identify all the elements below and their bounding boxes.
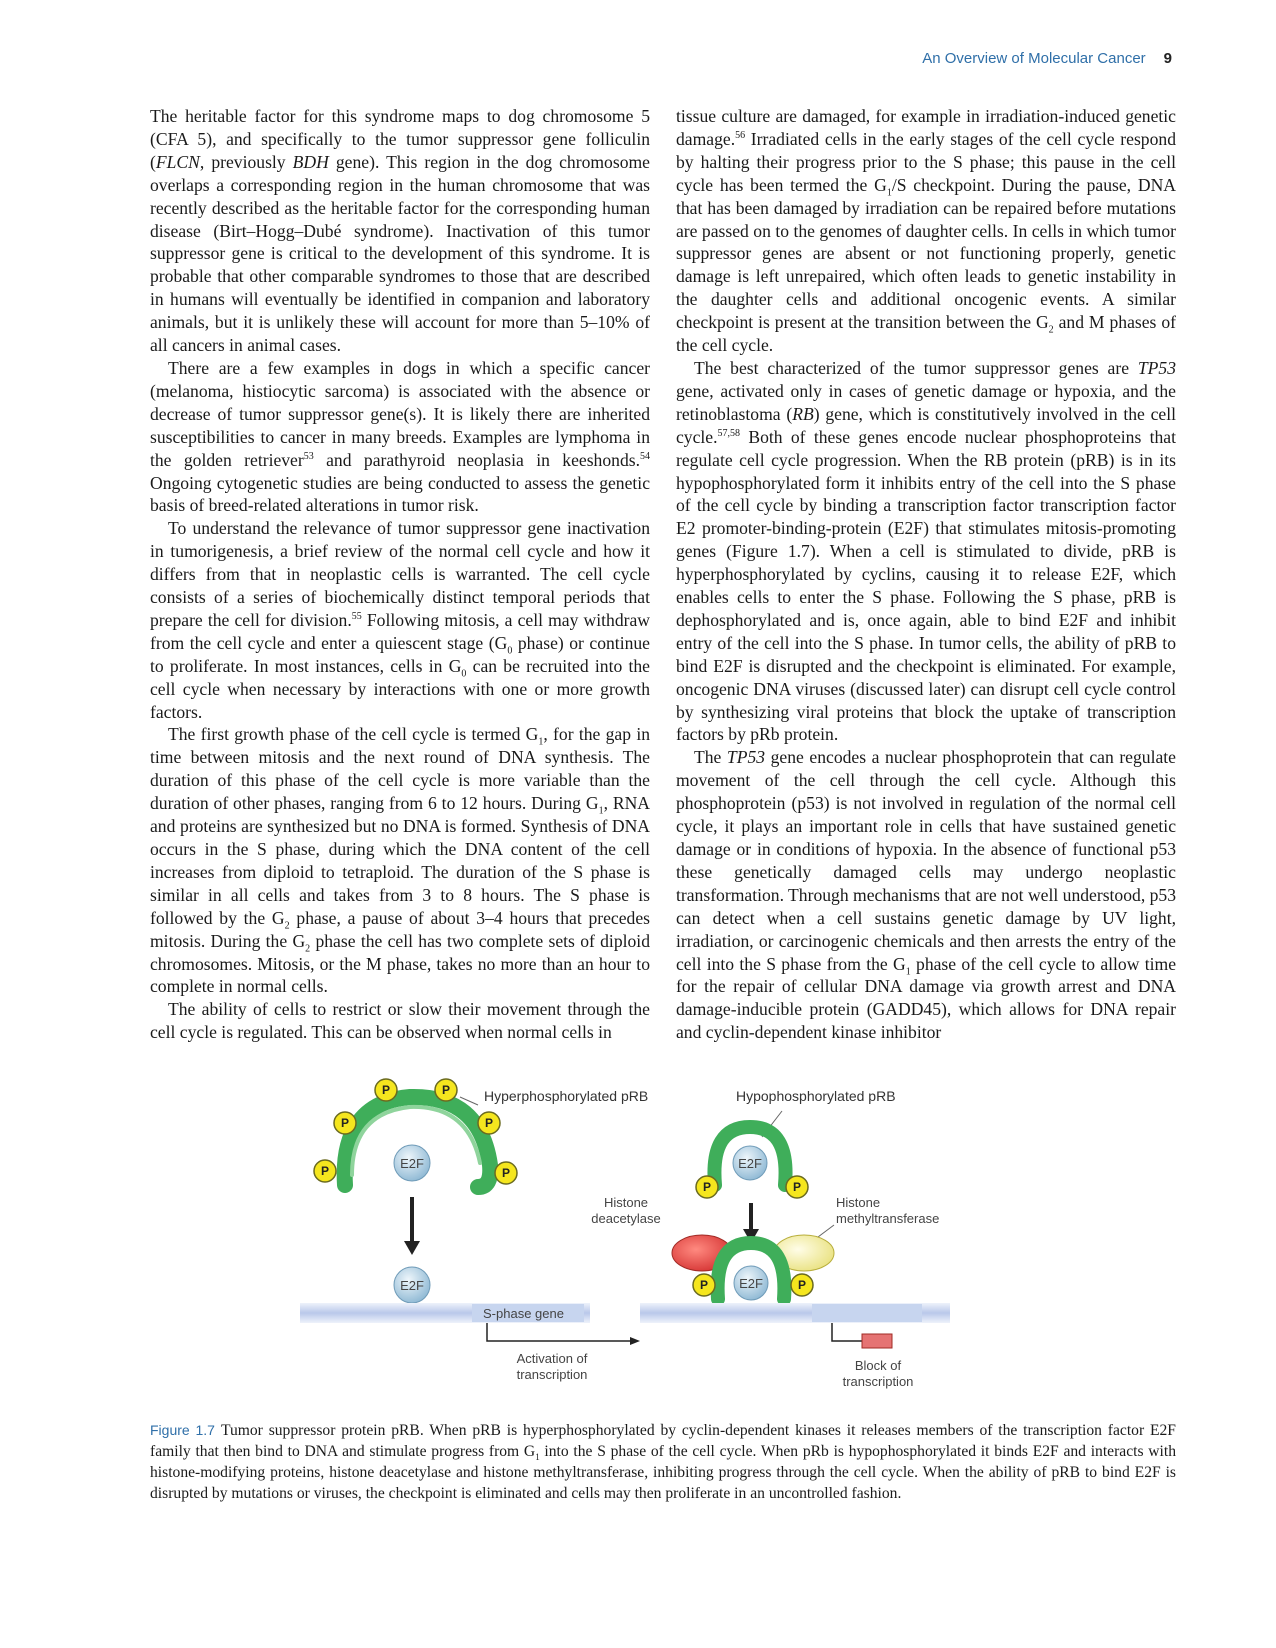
text-run: Ongoing cytogenetic studies are being conducted to assess the genetic basis of breed-related alterations in tumor risk. (150, 472, 650, 516)
sphase-gene-label: S-phase gene (483, 1306, 564, 1321)
block-label-2: transcription (842, 1374, 914, 1389)
phosphate-group (495, 1162, 517, 1184)
svg-text:P: P (381, 1083, 391, 1097)
svg-text:P: P (441, 1083, 451, 1097)
text-run: can be recruited into the cell cycle when necessary by interactions with one or more growth factors. (150, 655, 650, 722)
text-run: gene). This region in the dog chromosome overlaps a corresponding region in the human chromosome that was recently described as the heritable factor for the corresponding human disease (Birt–Hogg–Dubé syndrome). Inactivation of this tumor suppressor gene is critical to the development of this syndrome. It is probable that other comparable syndromes to those that are described in humans will eventually be identified in companion and laboratory animals, but it is unlikely these will account for more than 5–10% of all cancers in animal cases. (150, 151, 650, 356)
phosphate-group (791, 1274, 813, 1296)
prb-diagram (300, 1075, 1000, 1405)
svg-text:E2F: E2F (400, 1278, 424, 1293)
histone-methyltransferase-label-1: Histone (836, 1195, 881, 1210)
gene-name-italic: RB (792, 403, 814, 424)
subscript: 1 (886, 187, 892, 199)
phosphate-group (478, 1112, 500, 1134)
right-paragraph-2 (676, 357, 1176, 746)
left-column (150, 105, 650, 1044)
figure-caption (150, 1420, 1176, 1504)
subscript: 0 (461, 668, 467, 680)
caption-text: Tumor suppressor protein pRB. When pRB is hyperphosphorylated by cyclin-dependent kinases it releases members of the transcription factor E2F family that then bind to DNA and stimulate progress from G (150, 1422, 1176, 1460)
text-run: phase of the cell cycle to allow time for the repair of cellular DNA damage via growth arrest and DNA damage-inducible protein (GADD45), which allows for DNA repair and cyclin-dependent kinase inhibitor (676, 953, 1176, 1043)
histone-deacetylase-label-1: Histone (603, 1195, 649, 1210)
text-run: There are a few examples in dogs in which a specific cancer (melanoma, histiocytic sarcoma) is associated with the absence or decrease of tumor suppressor gene(s). It is likely there are inherited susceptibilities to cancer in many breeds. Examples are lymphoma in the golden retriever (150, 357, 650, 470)
histone-deacetylase-label-2: deacetylase (591, 1211, 661, 1226)
subscript: 1 (598, 805, 604, 817)
e2f-bound-dna (394, 1267, 430, 1303)
text-run: gene, activated only in cases of genetic damage or hypoxia, and the retinoblastoma ( (676, 380, 1176, 424)
text-run: Following mitosis, a cell may withdraw from the cell cycle and enter a quiescent stage (G (150, 609, 650, 653)
svg-text:P: P (702, 1180, 712, 1194)
svg-text:P: P (792, 1180, 802, 1194)
text-run: The (694, 747, 727, 768)
text-run: To understand the relevance of tumor suppressor gene inactivation in tumorigenesis, a brief review of the normal cell cycle and how it differs from that in neoplastic cells is warranted. The cell cycle consists of a series of biochemically distinct temporal periods that prepare the cell for division. (150, 518, 650, 630)
text-run: and M phases of the cell cycle. (676, 312, 1176, 356)
subscript: 2 (305, 943, 311, 955)
subscript: 0 (507, 645, 513, 657)
running-head (922, 50, 1172, 67)
right-paragraph-1 (676, 105, 1176, 357)
left-paragraph-1 (150, 105, 650, 357)
text-run: ) gene, which is constitutively involved in the cell cycle. (676, 403, 1176, 447)
svg-text:P: P (797, 1278, 807, 1292)
subscript: 1 (905, 966, 911, 978)
hyper-prb-label: Hyperphosphorylated pRB (484, 1088, 649, 1104)
hypo-prb-label: Hypophosphorylated pRB (736, 1088, 896, 1104)
svg-text:P: P (320, 1164, 330, 1178)
figure-label: Figure 1.7 (150, 1422, 215, 1438)
page-number: 9 (1163, 50, 1172, 67)
subscript: 1 (538, 736, 544, 748)
reference-superscript: 54 (640, 450, 650, 462)
phosphate-group (334, 1112, 356, 1134)
text-run: Both of these genes encode nuclear phosphoproteins that regulate cell cycle progression. When the RB protein (pRB) is in its hypophosphorylated form it inhibits entry of the cell into the S phase of the cell cycle by binding a transcription factor transcription factor E2 promoter-binding-protein (E2F) that stimulates mitosis-promoting genes (Figure 1.7). When a cell is stimulated to divide, pRB is hyperphosphorylated by cyclins, causing it to release E2F, which enables cells to enter the S phase. Following the S phase, pRB is dephosphorylated and is, once again, able to bind E2F and inhibit entry of the cell into the S phase. In tumor cells, the ability of pRB to bind E2F is disrupted and the checkpoint is eliminated. For example, oncogenic DNA viruses (discussed later) can disrupt cell cycle control by synthesizing viral proteins that block the uptake of transcription factors by pRb protein. (676, 426, 1176, 745)
running-title: An Overview of Molecular Cancer (922, 50, 1146, 67)
activation-arrow-head (630, 1337, 640, 1345)
text-run: The ability of cells to restrict or slow their movement through the cell cycle is regulated. This can be observed when normal cells in (150, 999, 650, 1043)
caption-text: into the S phase of the cell cycle. When pRb is hypophosphorylated it binds E2F and interacts with histone-modifying proteins, histone deacetylase and histone methyltransferase, inhibiting progress through the cell cycle. When the ability of pRB to bind E2F is disrupted by mutations or viruses, the checkpoint is eliminated and cells may then proliferate in an uncontrolled fashion. (150, 1443, 1176, 1502)
text-run: phase) or continue to proliferate. In most instances, cells in G (150, 632, 650, 676)
phosphate-group (435, 1079, 457, 1101)
gene-name-italic: TP53 (1137, 357, 1176, 378)
left-paragraph-2 (150, 357, 650, 517)
block-label-1: Block of (854, 1358, 902, 1373)
left-paragraph-4 (150, 723, 650, 998)
e2f-bound-prb-dna (734, 1266, 768, 1300)
subscript: 1 (535, 1452, 540, 1463)
svg-text:E2F: E2F (738, 1156, 762, 1171)
gene-name-italic: TP53 (726, 747, 766, 768)
reference-superscript: 55 (351, 611, 362, 623)
reference-superscript: 57,58 (717, 427, 741, 439)
right-column (676, 105, 1176, 1044)
phosphate-group (375, 1079, 397, 1101)
text-run: phase the cell has two complete sets of diploid chromosomes. Mitosis, or the M phase, takes no more than an hour to complete in normal cells. (150, 930, 650, 997)
phosphate-group (696, 1176, 718, 1198)
svg-text:E2F: E2F (739, 1276, 763, 1291)
sphase-gene-box-right (812, 1304, 922, 1322)
activation-label-2: transcription (516, 1367, 588, 1382)
left-paragraph-3 (150, 517, 650, 723)
e2f-bound-prb-top (733, 1146, 767, 1180)
activation-label-1: Activation of (516, 1351, 588, 1366)
activation-arrow (487, 1323, 630, 1341)
e2f-free-top (394, 1145, 430, 1181)
text-run: The heritable factor for this syndrome maps to dog chromosome 5 (CFA 5), and specifically to the tumor suppressor gene folliculin ( (150, 106, 650, 172)
svg-text:P: P (340, 1116, 350, 1130)
text-run: tissue culture are damaged, for example in irradiation-induced genetic damage. (676, 106, 1176, 149)
subscript: 2 (284, 920, 290, 932)
text-run: The first growth phase of the cell cycle is termed G (168, 724, 539, 745)
text-run: gene encodes a nuclear phosphoprotein that can regulate movement of the cell through the cell cycle. Although this phosphoprotein (p53) is not involved in regulation of the normal cell cycle, it plays an important role in cells that have sustained genetic damage or in conditions of hypoxia. In the absence of functional p53 these genetically damaged cells may undergo neoplastic transformation. Through mechanisms that are not well understood, p53 can detect when a cell sustains genetic damage by UV light, irradiation, or carcinogenic chemicals and then arrests the entry of the cell into the S phase from the G (676, 747, 1177, 974)
svg-text:E2F: E2F (400, 1156, 424, 1171)
figure-1-7 (300, 1075, 1000, 1405)
svg-text:P: P (501, 1166, 511, 1180)
block-symbol (832, 1323, 862, 1341)
block-bar (862, 1334, 892, 1348)
gene-name-italic: FLCN (155, 151, 200, 172)
right-paragraph-3 (676, 746, 1176, 1044)
text-run: The best characterized of the tumor suppressor genes are (694, 357, 1138, 378)
reference-superscript: 53 (303, 450, 314, 462)
text-run: , for the gap in time between mitosis and the next round of DNA synthesis. The duration of this phase of the cell cycle is more variable than the duration of other phases, ranging from 6 to 12 hours. During G (150, 724, 650, 814)
down-arrow-left-head (404, 1241, 420, 1255)
gene-name-italic: BDH (292, 151, 329, 172)
subscript: 2 (1048, 324, 1054, 336)
phosphate-group (314, 1160, 336, 1182)
text-run: Irradiated cells in the early stages of the cell cycle respond by halting their progress prior to the S phase; this pause in the cell cycle has been termed the G (676, 128, 1176, 195)
text-run: and parathyroid neoplasia in keeshonds. (313, 449, 640, 470)
left-paragraph-5 (150, 998, 650, 1044)
histone-methyltransferase-label-2: methyltransferase (836, 1211, 940, 1226)
text-run: , RNA and proteins are synthesized but no DNA is formed. Synthesis of DNA occurs in the S phase, during which the DNA content of the cell increases from diploid to tetraploid. The duration of the S phase is similar in all cells and takes from 3 to 8 hours. The S phase is followed by the G (150, 793, 650, 928)
text-run: phase, a pause of about 3–4 hours that precedes mitosis. During the G (150, 907, 651, 951)
phosphate-group (786, 1176, 808, 1198)
svg-text:P: P (699, 1278, 709, 1292)
phosphate-group (693, 1274, 715, 1296)
svg-text:P: P (484, 1116, 494, 1130)
text-run: , previously (199, 151, 293, 172)
methyl-leader (818, 1225, 834, 1237)
text-run: /S checkpoint. During the pause, DNA that has been damaged by irradiation can be repaired before mutations are passed on to the genomes of daughter cells. In cells in which tumor suppressor genes are absent or not functioning properly, genetic damage is left unrepaired, which often leads to genetic instability in the daughter cells and additional oncogenic events. A similar checkpoint is present at the transition between the G (676, 174, 1176, 333)
reference-superscript: 56 (735, 130, 746, 142)
